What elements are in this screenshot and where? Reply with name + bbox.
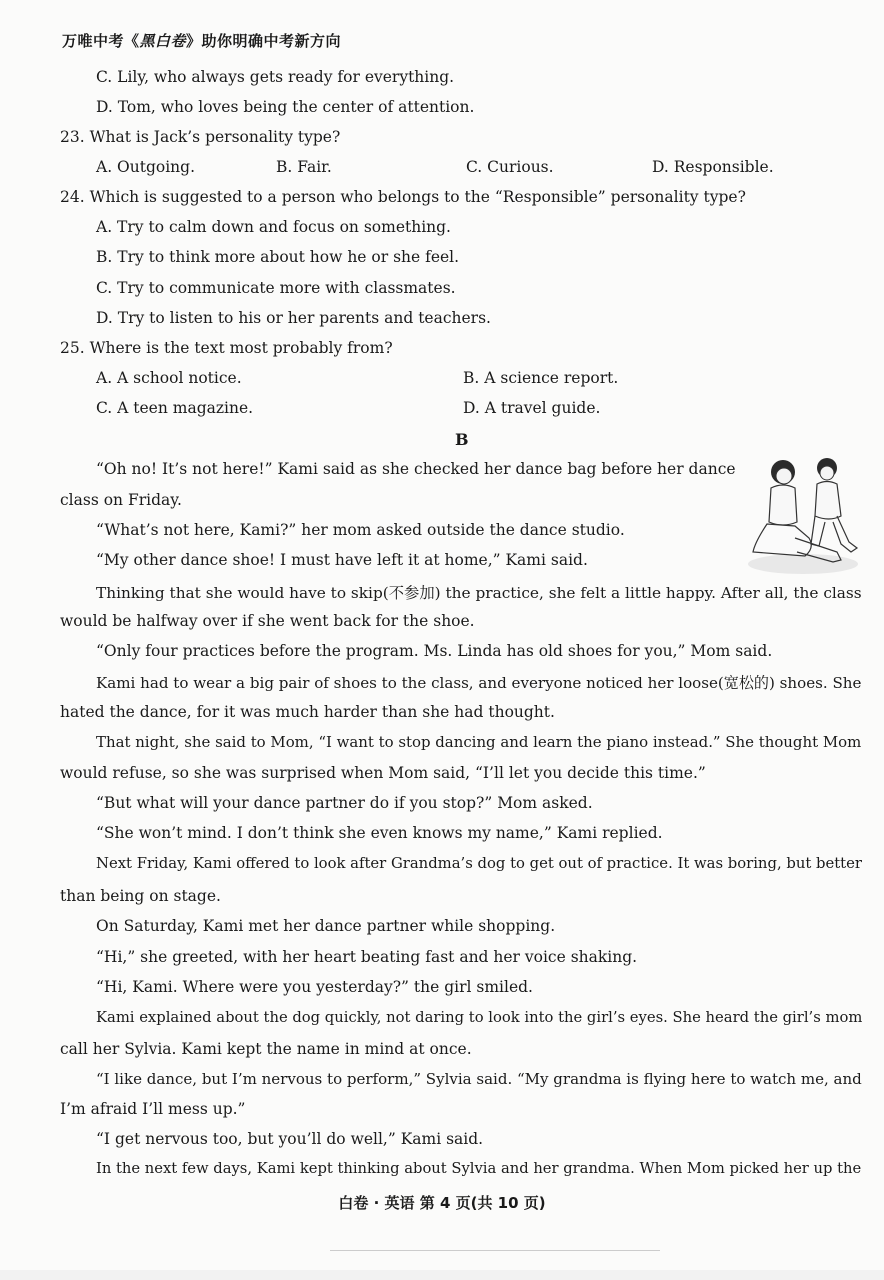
q23-option-d: D. Responsible. xyxy=(652,158,774,176)
q24-option-c: C. Try to communicate more with classmates. xyxy=(96,279,456,297)
q22-option-d: D. Tom, who loves being the center of attention. xyxy=(96,98,475,116)
q23-option-a: A. Outgoing. xyxy=(96,158,196,176)
passage-line: “Only four practices before the program. Ms. Linda has old shoes for you,” Mom said. xyxy=(96,642,773,660)
passage-line: than being on stage. xyxy=(60,887,221,905)
q23-option-b: B. Fair. xyxy=(276,158,332,176)
passage-line: “What’s not here, Kami?” her mom asked outside the dance studio. xyxy=(96,521,625,539)
q24-option-d: D. Try to listen to his or her parents and teachers. xyxy=(96,309,491,327)
q24-stem: 24. Which is suggested to a person who belongs to the “Responsible” personality type? xyxy=(60,188,746,206)
passage-line: Next Friday, Kami offered to look after Grandma’s dog to get out of practice. It was boring, but better xyxy=(96,855,862,872)
q25-option-a: A. A school notice. xyxy=(96,369,242,387)
passage-line: “Hi, Kami. Where were you yesterday?” the girl smiled. xyxy=(96,978,533,996)
passage-line: “I like dance, but I’m nervous to perform,” Sylvia said. “My grandma is flying here to watch me, and xyxy=(96,1070,862,1088)
passage-line: “Hi,” she greeted, with her heart beating fast and her voice shaking. xyxy=(96,948,638,966)
passage-line: “She won’t mind. I don’t think she even knows my name,” Kami replied. xyxy=(96,824,663,842)
passage-line: Kami explained about the dog quickly, not daring to look into the girl’s eyes. She heard the girl’s mom xyxy=(96,1009,863,1026)
passage-line: “But what will your dance partner do if you stop?” Mom asked. xyxy=(96,794,593,812)
passage-line: would refuse, so she was surprised when Mom said, “I’ll let you decide this time.” xyxy=(60,764,706,782)
passage-line: class on Friday. xyxy=(60,491,182,509)
q25-stem: 25. Where is the text most probably from? xyxy=(60,339,393,357)
passage-line: hated the dance, for it was much harder than she had thought. xyxy=(60,703,555,721)
passage-line: “Oh no! It’s not here!” Kami said as she checked her dance bag before her dance xyxy=(96,460,736,478)
q25-option-d: D. A travel guide. xyxy=(463,399,601,417)
passage-line: Thinking that she would have to skip(不参加) the practice, she felt a little happy. After all, the class xyxy=(96,584,862,602)
page-footer: 白卷 · 英语 第 4 页(共 10 页) xyxy=(338,1194,546,1212)
two-girls-illustration xyxy=(745,452,863,577)
q23-stem: 23. What is Jack’s personality type? xyxy=(60,128,341,146)
passage-line: That night, she said to Mom, “I want to stop dancing and learn the piano instead.” She thought Mom xyxy=(96,733,862,751)
q22-option-c: C. Lily, who always gets ready for everything. xyxy=(96,68,455,86)
passage-line: call her Sylvia. Kami kept the name in mind at once. xyxy=(60,1040,472,1058)
passage-line: On Saturday, Kami met her dance partner while shopping. xyxy=(96,917,556,935)
header-prefix: 万唯中考《 xyxy=(62,32,140,50)
q24-option-a: A. Try to calm down and focus on something. xyxy=(96,218,451,236)
q24-option-b: B. Try to think more about how he or she feel. xyxy=(96,248,460,266)
section-b-heading: B xyxy=(455,430,469,449)
q25-option-b: B. A science report. xyxy=(463,369,619,387)
passage-line: “I get nervous too, but you’ll do well,” Kami said. xyxy=(96,1130,484,1148)
passage-line: In the next few days, Kami kept thinking about Sylvia and her grandma. When Mom picked her up the xyxy=(96,1160,862,1177)
header-suffix: 》助你明确中考新方向 xyxy=(186,32,342,50)
page-header xyxy=(62,30,341,51)
passage-line: Kami had to wear a big pair of shoes to the class, and everyone noticed her loose(宽松的) shoes. She xyxy=(96,674,862,692)
passage-line: “My other dance shoe! I must have left it at home,” Kami said. xyxy=(96,551,588,569)
q25-option-c: C. A teen magazine. xyxy=(96,399,254,417)
bottom-divider xyxy=(330,1250,660,1251)
passage-line: would be halfway over if she went back for the shoe. xyxy=(60,612,475,630)
q23-option-c: C. Curious. xyxy=(466,158,554,176)
header-brand: 黑白卷 xyxy=(139,32,187,50)
passage-line: I’m afraid I’ll mess up.” xyxy=(60,1100,246,1118)
